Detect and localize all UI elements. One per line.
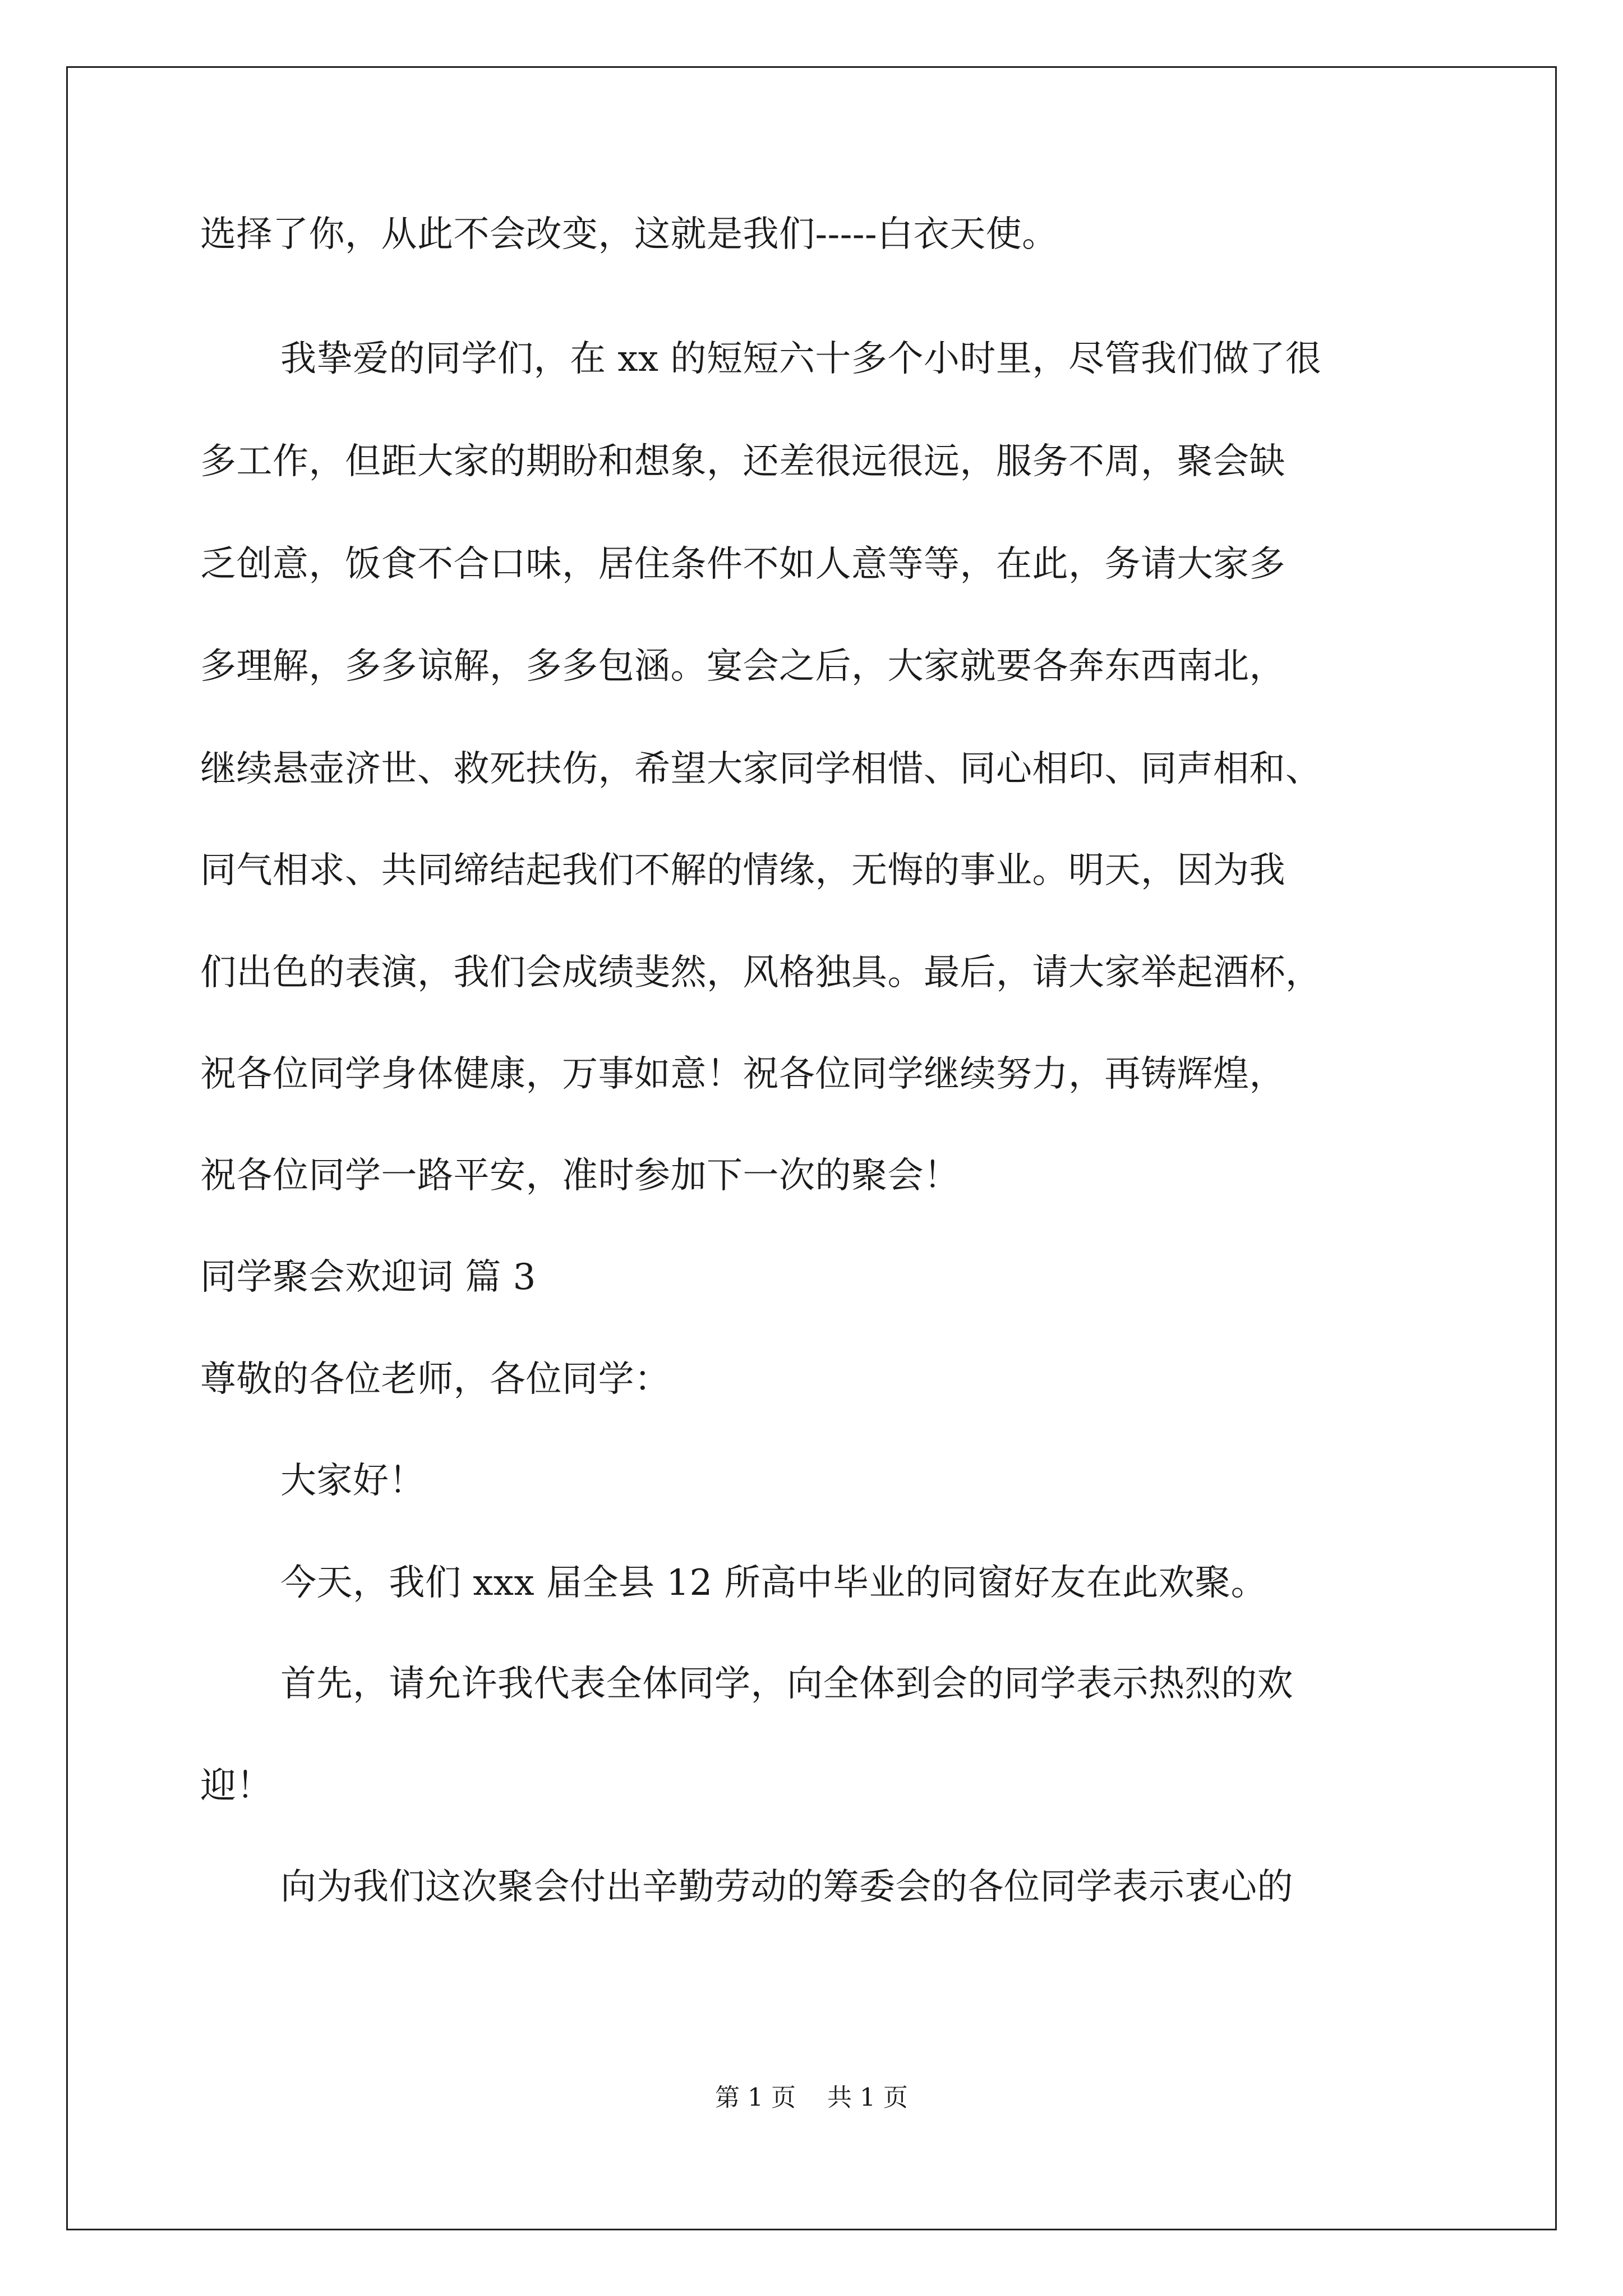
paragraph-line: 选择了你，从此不会改变，这就是我们-----白衣天使。 — [200, 214, 1058, 255]
paragraph-line: 继续悬壶济世、救死扶伤，希望大家同学相惜、同心相印、同声相和、 — [200, 748, 1322, 790]
paragraph-line: 乏创意，饭食不合口味，居住条件不如人意等等，在此，务请大家多 — [200, 544, 1285, 585]
paragraph-line: 祝各位同学一路平安，准时参加下一次的聚会！ — [200, 1155, 960, 1197]
paragraph-line: 多理解，多多谅解，多多包涵。宴会之后，大家就要各奔东西南北， — [200, 646, 1285, 687]
paragraph-line: 今天，我们 xxx 届全县 12 所高中毕业的同窗好友在此欢聚。 — [280, 1562, 1267, 1604]
paragraph-line: 迎！ — [200, 1765, 273, 1807]
page-number-footer: 第 1 页 共 1 页 — [715, 2083, 908, 2112]
greeting-line: 大家好！ — [280, 1460, 425, 1502]
paragraph-line: 向为我们这次聚会付出辛勤劳动的筹委会的各位同学表示衷心的 — [280, 1866, 1293, 1908]
paragraph-line: 首先，请允许我代表全体同学，向全体到会的同学表示热烈的欢 — [280, 1663, 1293, 1705]
salutation-line: 尊敬的各位老师，各位同学： — [200, 1359, 671, 1400]
paragraph-line: 我挚爱的同学们，在 xx 的短短六十多个小时里，尽管我们做了很 — [280, 338, 1322, 380]
section-heading: 同学聚会欢迎词 篇 3 — [200, 1257, 536, 1298]
paragraph-line: 们出色的表演，我们会成绩斐然，风格独具。最后，请大家举起酒杯， — [200, 952, 1322, 993]
paragraph-line: 祝各位同学身体健康，万事如意！祝各位同学继续努力，再铸辉煌， — [200, 1053, 1285, 1095]
paragraph-line: 同气相求、共同缔结起我们不解的情缘，无悔的事业。明天，因为我 — [200, 850, 1285, 891]
paragraph-line: 多工作，但距大家的期盼和想象，还差很远很远，服务不周，聚会缺 — [200, 441, 1285, 482]
